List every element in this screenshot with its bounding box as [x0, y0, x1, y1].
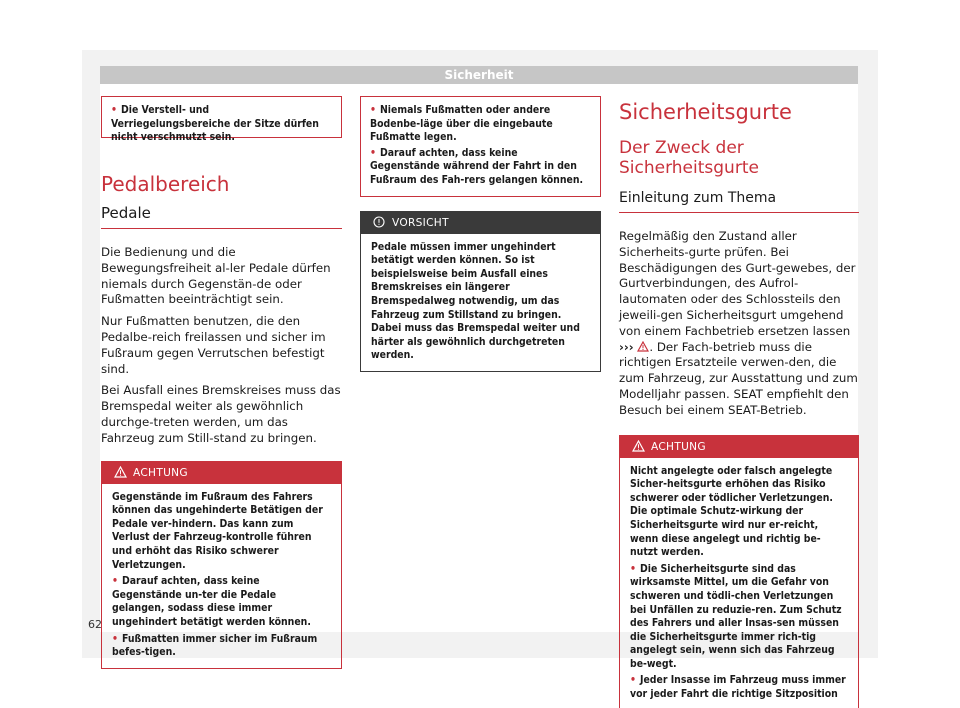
list-item: • Darauf achten, dass keine Gegenstände während der Fahrt in den Fußraum des Fah-rers gelangen können. — [370, 146, 584, 186]
bullet-box — [101, 96, 342, 144]
subsection-title: Einleitung zum Thema — [619, 190, 859, 213]
warning-triangle-icon — [632, 440, 645, 452]
paragraph: Regelmäßig den Zustand aller Sicherheits-gurte prüfen. Bei Beschädigungen des Gurt-gewebes, der Gurtverbindungen, des Aufrol-lautomaten oder des Schlossteils den jeweili-gen Sicherheitsgurt umgehend von einem Fachbetrieb ersetzen lassen ››› . Der Fach-betrieb muss die richtigen Ersatzteile verwen-den, die zum Fahrzeug, zur Ausstattung und zum Modelljahr passen. SEAT empfiehlt den Besuch bei einem SEAT-Betrieb. — [619, 229, 858, 417]
caution-header: VORSICHT — [361, 212, 600, 234]
warning-body: Nicht angelegte oder falsch angelegte Sicher-heitsgurte erhöhen das Risiko schwerer oder tödlicher Verletzungen. Die optimale Schutz-wirkung der Sicherheitsgurte wird nur er-reicht, wenn diese angelegt und richtig be-nutzt werden. • Die Sicherheitsgurte sind das wirksamste Mittel, um die Gefahr von schweren und tödli-chen Verletzungen bei Unfällen zu reduzie-ren. Zum Schutz des Fahrers und aller Insas-sen müssen die Sicherheitsgurte immer rich-tig angelegt sein, wenn sich das Fahrzeug be-wegt. • Jeder Insasse im Fahrzeug muss immer vor jeder Fahrt die richtige Sitzposition — [620, 458, 858, 708]
column-right — [619, 100, 859, 708]
paragraph: Nur Fußmatten benutzen, die den Pedalbe-reich freilassen und sicher im Fußraum gegen Verrutschen befestigt sind. — [101, 314, 326, 376]
body-text — [101, 245, 342, 447]
section-title: Sicherheitsgurte — [619, 100, 792, 124]
subsection-title: Pedale — [101, 204, 342, 229]
warning-box — [619, 435, 859, 708]
warning-triangle-icon — [637, 341, 649, 352]
warning-header: ACHTUNG — [620, 436, 858, 458]
warning-triangle-icon — [114, 466, 127, 478]
section-subtitle: Der Zweck der Sicherheitsgurte — [619, 138, 759, 178]
list-item: • Niemals Fußmatten oder andere Bodenbe-läge über die eingebaute Fußmatte legen. — [370, 104, 553, 144]
caution-box — [360, 211, 601, 372]
page-header: Sicherheit — [100, 66, 858, 84]
column-left — [101, 96, 342, 669]
section-title: Pedalbereich — [101, 172, 230, 196]
column-middle — [360, 96, 601, 372]
body-text — [619, 229, 859, 419]
bullet-dot: • — [112, 632, 118, 645]
bullet-dot: • — [630, 674, 636, 687]
list-item: • Die Verstell- und Verriegelungsbereiche der Sitze dürfen nicht verschmutzt sein. — [111, 104, 319, 144]
caution-circle-icon — [373, 216, 385, 228]
bullet-dot: • — [630, 562, 636, 575]
bullet-box — [360, 96, 601, 197]
bullet-dot: • — [112, 575, 118, 588]
paragraph: Die Bedienung und die Bewegungsfreiheit al-ler Pedale dürfen niemals durch Gegenstän-de oder Fußmatten beeinträchtigt sein. — [101, 245, 331, 307]
list-item: • Darauf achten, dass keine Gegenstände un-ter die Pedale gelangen, sodass diese immer ungehindert betätigt werden können. — [112, 575, 311, 628]
page-number: 62 — [88, 618, 102, 631]
warning-body: Gegenstände im Fußraum des Fahrers können das ungehinderte Betätigen der Pedale ver-hindern. Das kann zum Verlust der Fahrzeug-kontrolle führen und erhöht das Risiko schwerer Verletzungen. • Darauf achten, dass keine Gegenstände un-ter die Pedale gelangen, sodass diese immer ungehindert betätigt werden können. • Fußmatten immer sicher im Fußraum befes-tigen. — [102, 484, 341, 668]
warning-box — [101, 461, 342, 669]
paragraph: Bei Ausfall eines Bremskreises muss das Bremspedal weiter als gewöhnlich durchge-treten werden, um das Fahrzeug zum Still-stand zu bringen. — [101, 383, 341, 445]
list-item: • Fußmatten immer sicher im Fußraum befes-tigen. — [112, 632, 318, 659]
list-item: • Jeder Insasse im Fahrzeug muss immer vor jeder Fahrt die richtige Sitzposition — [630, 674, 846, 701]
list-item: • Die Sicherheitsgurte sind das wirksamste Mittel, um die Gefahr von schweren und tödli-chen Verletzungen bei Unfällen zu reduzie-ren. Zum Schutz des Fahrers und aller Insas-sen müssen die Sicherheitsgurte immer rich-tig angelegt sein, wenn sich das Fahrzeug be-wegt. — [630, 562, 842, 670]
warning-header: ACHTUNG — [102, 462, 341, 484]
bullet-dot: • — [370, 104, 376, 116]
caution-body: Pedale müssen immer ungehindert betätigt werden können. So ist beispielsweise beim Ausfall eines Bremskreises ein längerer Bremspedalweg notwendig, um das Fahrzeug zum Stillstand zu bringen. Dabei muss das Bremspedal weiter und härter als gewöhnlich durchgetreten werden. — [371, 240, 580, 362]
bullet-dot: • — [370, 146, 376, 159]
reference-arrow: ››› — [619, 339, 634, 354]
bullet-dot: • — [111, 104, 117, 116]
